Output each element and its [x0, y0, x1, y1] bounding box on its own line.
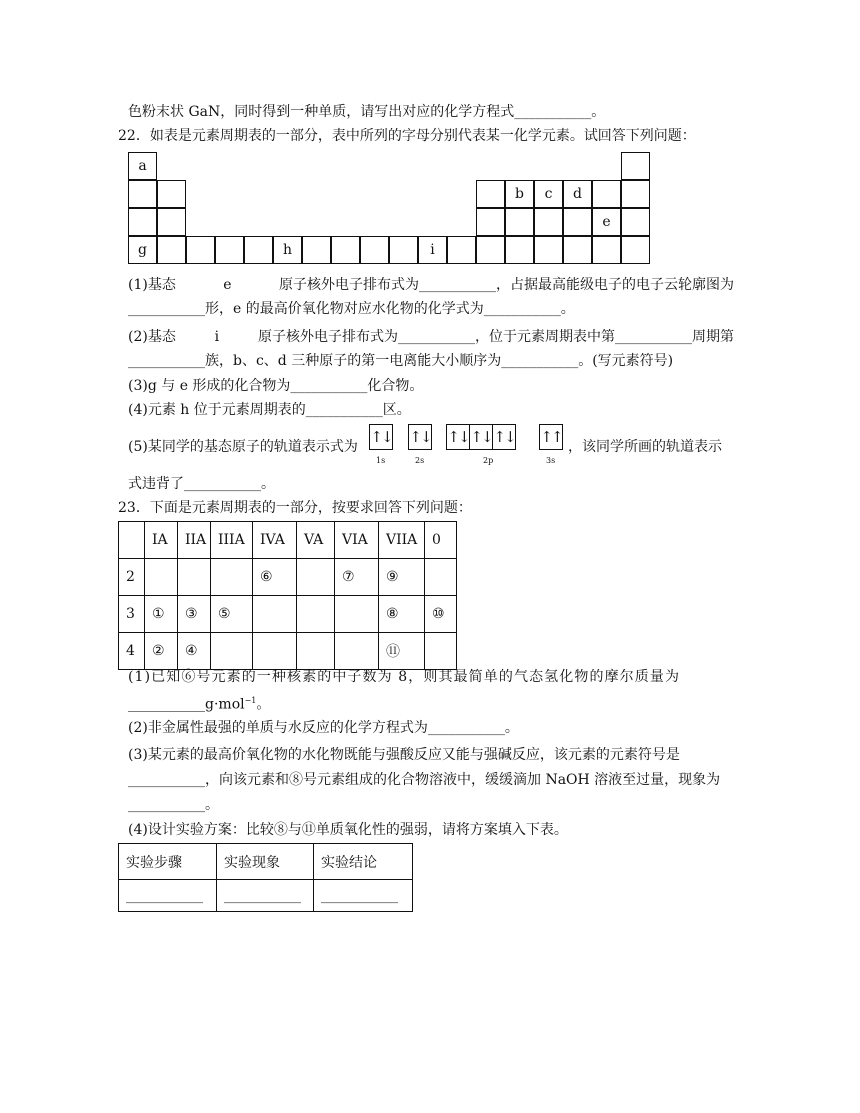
q22-part1-line1: (1)基态 e 原子核外电子排布式为___________，占据最高能级电子的电子云轮廓图为 [128, 277, 734, 293]
element-cell [534, 208, 563, 236]
periodic-table-q22 [128, 152, 651, 264]
element-cell [621, 152, 650, 180]
label-2p: 2p [483, 456, 494, 465]
element-cell [447, 236, 476, 264]
orbital-1s: ↑↓ [369, 424, 393, 450]
label-3s: 3s [546, 456, 556, 465]
table-row: 3 ① ③ ⑤ ⑧ ⑩ [119, 596, 457, 633]
element-cell [592, 236, 621, 264]
table-header-row: IA IIA IIIA IVA VA VIA VIIA 0 [119, 522, 457, 559]
element-cell [157, 180, 186, 208]
q22-part2-line1: (2)基态 i 原子核外电子排布式为___________，位于元素周期表中第___________周期第 [128, 329, 734, 345]
element-cell-h: h [273, 236, 302, 264]
q23-part2: (2)非金属性最强的单质与水反应的化学方程式为___________。 [128, 720, 519, 736]
q22-part2-line2: ___________族，b、c、d 三种原子的第一电离能大小顺序为___________。(写元素符号) [128, 353, 674, 369]
table-row: 2 ⑥ ⑦ ⑨ [119, 559, 457, 596]
element-cell-c: c [534, 180, 563, 208]
element-cell [215, 236, 244, 264]
q22-part5-prefix: (5)某同学的基态原子的轨道表示式为 [128, 439, 358, 455]
element-cell [331, 236, 360, 264]
q23-part3-line2: ___________，向该元素和⑧号元素组成的化合物溶液中，缓缓滴加 NaOH 溶液至过量，现象为 [128, 772, 721, 788]
element-cell [476, 208, 505, 236]
element-cell [157, 236, 186, 264]
element-cell-i: i [418, 236, 447, 264]
element-cell-g: g [128, 236, 157, 264]
element-cell-d: d [563, 180, 592, 208]
intro-line: 色粉末状 GaN，同时得到一种单质，请写出对应的化学方程式___________。 [128, 104, 606, 120]
q23-title: 23．下面是元素周期表的一部分，按要求回答下列问题： [118, 500, 472, 516]
element-cell [389, 236, 418, 264]
element-cell [505, 236, 534, 264]
element-cell-a: a [128, 152, 157, 180]
element-cell [621, 208, 650, 236]
element-cell [128, 208, 157, 236]
q22-part5-line2: 式违背了___________。 [128, 476, 275, 492]
q22-part1-line2: ___________形，e 的最高价氧化物对应水化物的化学式为___________。 [128, 301, 575, 317]
element-cell [592, 180, 621, 208]
q23-part1-line1: (1)已知⑥号元素的一种核素的中子数为 8，则其最简单的气态氢化物的摩尔质量为 [128, 669, 681, 685]
orbital-2p: ↑↓ ↑↓ ↑↓ [446, 424, 516, 450]
q23-part1-line2: ___________g·mol$^{-1}$。 [128, 696, 271, 713]
element-cell [563, 236, 592, 264]
element-cell-e: e [592, 208, 621, 236]
element-cell [476, 236, 505, 264]
element-cell [621, 236, 650, 264]
element-cell [128, 180, 157, 208]
q23-part3-line3: ___________。 [128, 797, 219, 813]
q22-part5-suffix: ，该同学所画的轨道表示 [568, 439, 722, 455]
element-cell [157, 208, 186, 236]
element-cell [360, 236, 389, 264]
orbital-2s: ↑↓ [408, 424, 432, 450]
element-cell [563, 208, 592, 236]
element-cell [505, 208, 534, 236]
periodic-table-q23 [118, 521, 457, 670]
label-2s: 2s [415, 456, 425, 465]
q22-part4: (4)元素 h 位于元素周期表的___________区。 [128, 402, 411, 418]
element-cell [621, 180, 650, 208]
q22-title: 22．如表是元素周期表的一部分，表中所列的字母分别代表某一化学元素。试回答下列问题： [118, 128, 696, 144]
element-cell-b: b [505, 180, 534, 208]
orbital-3s: ↑↑ [539, 424, 563, 450]
element-cell [534, 236, 563, 264]
label-1s: 1s [376, 456, 386, 465]
element-cell [476, 180, 505, 208]
table-row: ___________ ___________ ___________ [119, 880, 413, 912]
q22-part3: (3)g 与 e 形成的化合物为___________化合物。 [128, 378, 424, 394]
table-header-row: 实验步骤 实验现象 实验结论 [119, 844, 413, 880]
element-cell [244, 236, 273, 264]
element-cell [186, 236, 215, 264]
experiment-table [118, 843, 413, 912]
q23-part3-line1: (3)某元素的最高价氧化物的水化物既能与强酸反应又能与强碱反应，该元素的元素符号是 [128, 747, 680, 763]
table-row: 4 ② ④ ⑪ [119, 633, 457, 670]
q23-part4: (4)设计实验方案：比较⑧与⑪单质氧化性的强弱，请将方案填入下表。 [128, 822, 568, 838]
element-cell [302, 236, 331, 264]
